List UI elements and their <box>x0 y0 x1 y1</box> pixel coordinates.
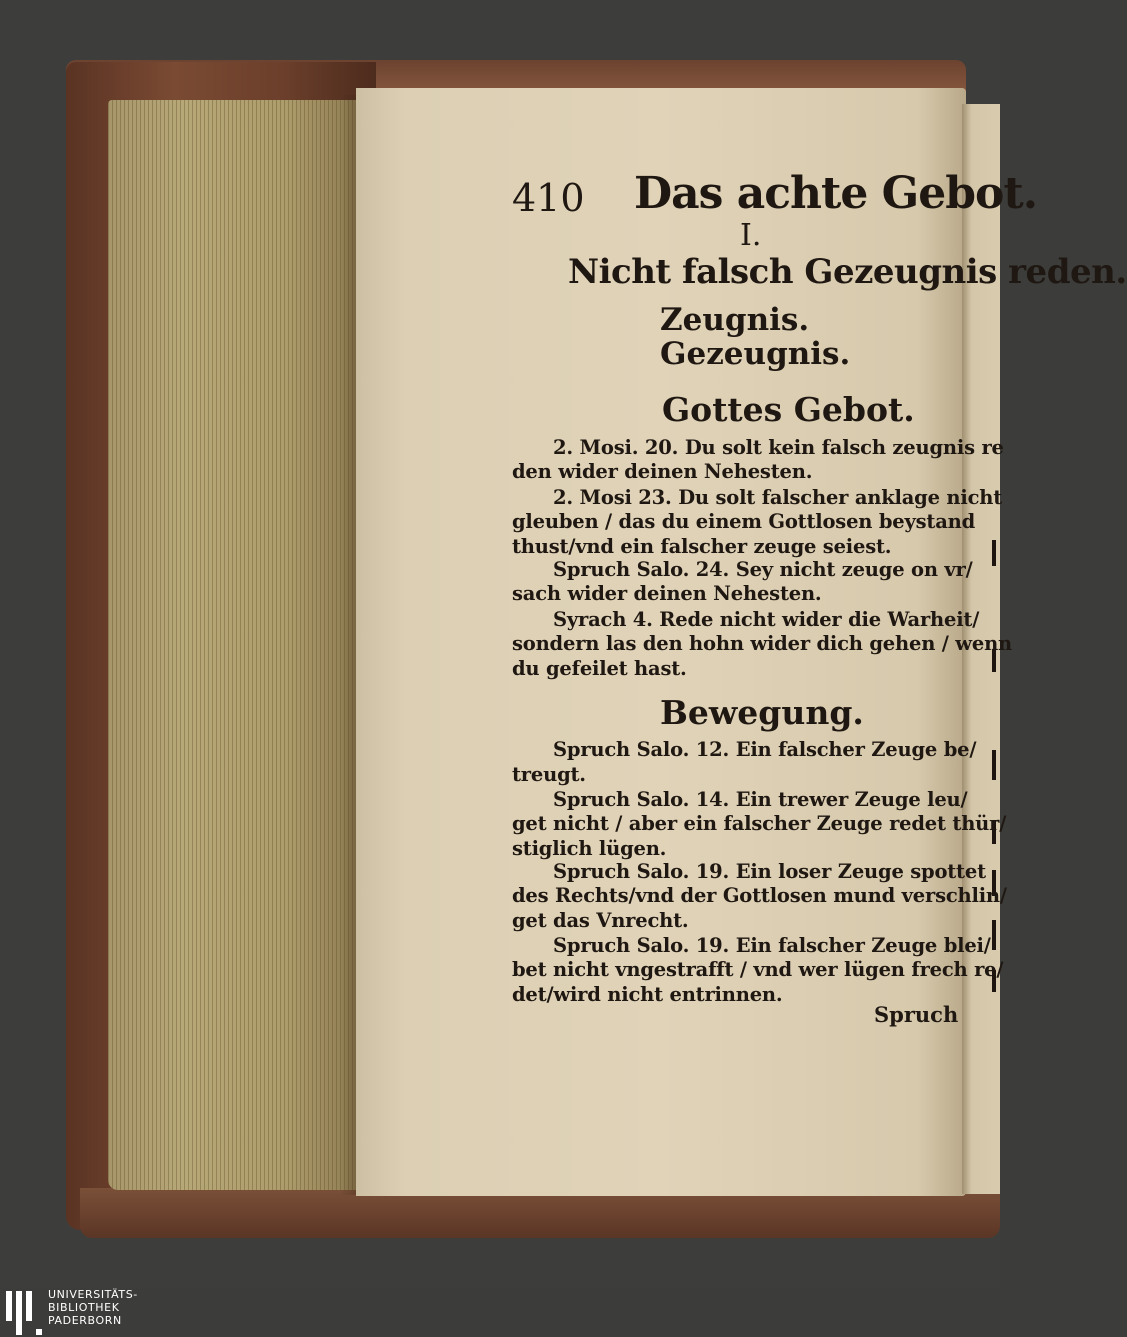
library-name-line: PADERBORN <box>48 1314 122 1327</box>
text-line: thust/vnd ein falscher zeuge seiest. <box>512 535 892 558</box>
footer-bar <box>0 1287 1000 1337</box>
text-line: get das Vnrecht. <box>512 909 689 932</box>
text-line: du gefeilet hast. <box>512 657 687 680</box>
text-line: treugt. <box>512 763 586 786</box>
section-heading-bewegung: Bewegung. <box>660 693 864 732</box>
text-line: Spruch Salo. 19. Ein loser Zeuge spottet <box>553 860 986 883</box>
text-line: des Rechts/vnd der Gottlosen mund verschlin/ <box>512 884 1007 907</box>
text-line: 2. Mosi 23. Du solt falscher anklage nicht <box>553 486 1003 509</box>
text-line: Spruch Salo. 14. Ein trewer Zeuge leu/ <box>553 788 968 811</box>
chapter-heading: Nicht falsch Gezeugnis reden. <box>568 252 1127 292</box>
word-entry: Zeugnis. <box>660 302 810 338</box>
text-line: stiglich lügen. <box>512 837 667 860</box>
text-line: sondern las den hohn wider dich gehen / wenn <box>512 632 1013 655</box>
text-line: 2. Mosi. 20. Du solt kein falsch zeugnis re <box>553 436 1004 459</box>
text-line: Spruch Salo. 24. Sey nicht zeuge on vr/ <box>553 558 973 581</box>
section-numeral: I. <box>740 218 762 253</box>
text-line: sach wider deinen Nehesten. <box>512 582 822 605</box>
library-name-line: UNIVERSITÄTS- <box>48 1288 138 1301</box>
text-line: gleuben / das du einem Gottlosen beystand <box>512 510 976 533</box>
text-line: get nicht / aber ein falscher Zeuge redet thür/ <box>512 812 1007 835</box>
university-logo-icon <box>6 1291 42 1335</box>
text-line: den wider deinen Nehesten. <box>512 460 813 483</box>
page-number: 410 <box>512 176 585 220</box>
catchword: Spruch <box>874 1002 959 1027</box>
running-title: Das achte Gebot. <box>634 168 1038 219</box>
section-heading-gottes-gebot: Gottes Gebot. <box>662 390 915 429</box>
text-line: det/wird nicht entrinnen. <box>512 983 783 1006</box>
library-name <box>48 1288 138 1327</box>
text-line: Spruch Salo. 12. Ein falscher Zeuge be/ <box>553 738 977 761</box>
text-line: Spruch Salo. 19. Ein falscher Zeuge blei/ <box>553 934 991 957</box>
library-name-line: BIBLIOTHEK <box>48 1301 120 1314</box>
text-line: bet nicht vngestrafft / vnd wer lügen frech re/ <box>512 958 1004 981</box>
word-entry: Gezeugnis. <box>660 336 851 372</box>
text-line: Syrach 4. Rede nicht wider die Warheit/ <box>553 608 980 631</box>
